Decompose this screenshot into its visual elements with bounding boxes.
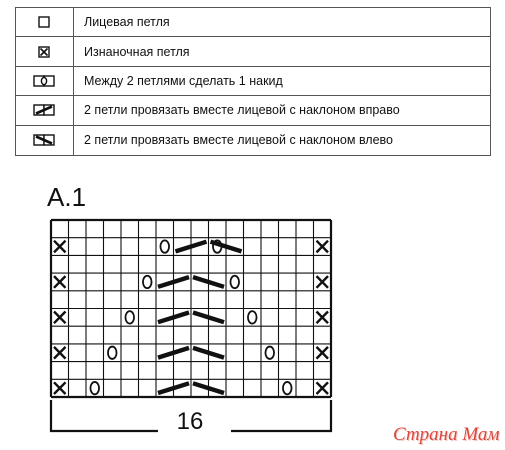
chart-title: A.1 xyxy=(47,182,87,212)
yarn-over-mark xyxy=(108,347,117,359)
yarn-over-mark xyxy=(283,382,292,394)
yarn-over-mark xyxy=(230,276,239,288)
yarn-over-mark xyxy=(125,311,134,323)
yarn-over-mark xyxy=(265,347,274,359)
yarn-over-mark xyxy=(160,240,169,252)
legend-label-knit: Лицевая петля xyxy=(84,15,170,30)
yarn-over-mark xyxy=(143,276,152,288)
bracket-left xyxy=(51,400,158,431)
watermark-logo: Страна Мам xyxy=(393,424,500,445)
yarn-over-mark xyxy=(90,382,99,394)
yarn-over-mark xyxy=(248,311,257,323)
legend-label-k2tog-left: 2 петли провязать вместе лицевой с наклоном влево xyxy=(84,133,393,148)
bracket-right xyxy=(231,400,331,431)
decreases xyxy=(158,242,242,393)
stitch-count-label: 16 xyxy=(176,408,204,435)
legend-label-purl: Изнаночная петля xyxy=(84,44,190,59)
legend-label-yarn-over: Между 2 петлями сделать 1 накид xyxy=(84,73,283,88)
legend-label-k2tog-right: 2 петли провязать вместе лицевой с наклоном вправо xyxy=(84,103,400,118)
